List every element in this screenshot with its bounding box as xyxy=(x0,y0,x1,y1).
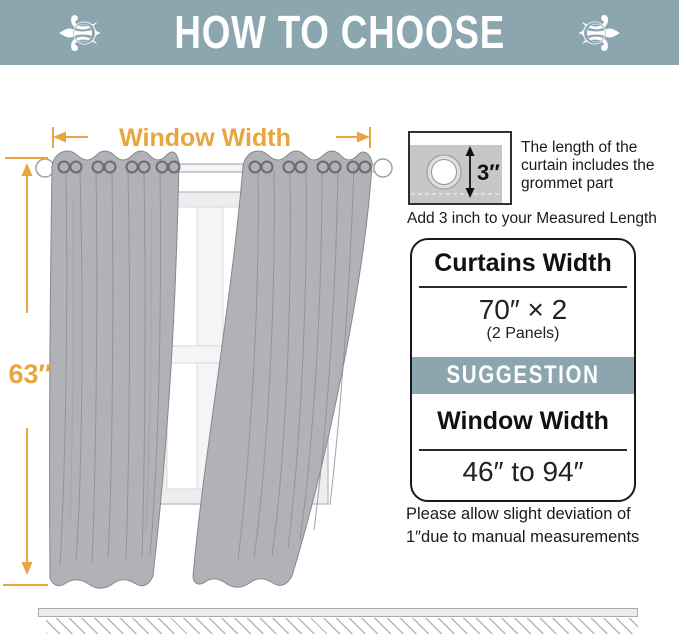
fleur-de-lis-icon-right: ⚜ xyxy=(565,7,631,58)
grommet-hole xyxy=(427,155,461,189)
arrow-right-icon xyxy=(357,132,370,143)
window-width-value: 46″ to 94″ xyxy=(462,456,584,487)
suggestion-label: SUGGESTION xyxy=(446,361,600,389)
window-width-label: Window Width xyxy=(119,124,291,152)
curtain-illustration xyxy=(0,100,400,610)
fleur-de-lis-icon-left: ⚜ xyxy=(48,7,114,58)
arrow-down-icon xyxy=(22,562,33,575)
curtains-width-value: 70″ × 2 xyxy=(478,294,568,325)
deviation-note xyxy=(406,503,646,549)
grommet-size-label: 3″ xyxy=(477,160,500,185)
divider xyxy=(419,449,627,451)
page-title: HOW TO CHOOSE xyxy=(174,6,505,58)
suggestion-box xyxy=(410,238,636,502)
curtain-panel-left xyxy=(50,151,179,588)
curtains-width-title: Curtains Width xyxy=(434,249,612,277)
suggestion-banner xyxy=(412,357,634,394)
deviation-note-line2: 1″due to manual measurements xyxy=(406,528,640,546)
add-length-note: Add 3 inch to your Measured Length xyxy=(407,210,657,227)
grommet-description: The length of the curtain includes the grommet part xyxy=(521,139,655,192)
arrow-up-icon xyxy=(22,163,33,176)
floor-bar xyxy=(38,608,638,617)
curtains-width-panels: (2 Panels) xyxy=(486,325,560,342)
deviation-note-line1: Please allow slight deviation of xyxy=(406,505,631,523)
arrow-left-icon xyxy=(53,132,66,143)
curtain-length-label: 63″ xyxy=(8,359,52,389)
floor-hatch xyxy=(46,618,638,634)
divider xyxy=(419,286,627,288)
window-width-title: Window Width xyxy=(437,407,609,435)
header-banner xyxy=(0,0,679,65)
grommet-figure xyxy=(408,131,512,205)
rod-finial-right xyxy=(374,159,392,177)
rod-finial-left xyxy=(36,159,54,177)
